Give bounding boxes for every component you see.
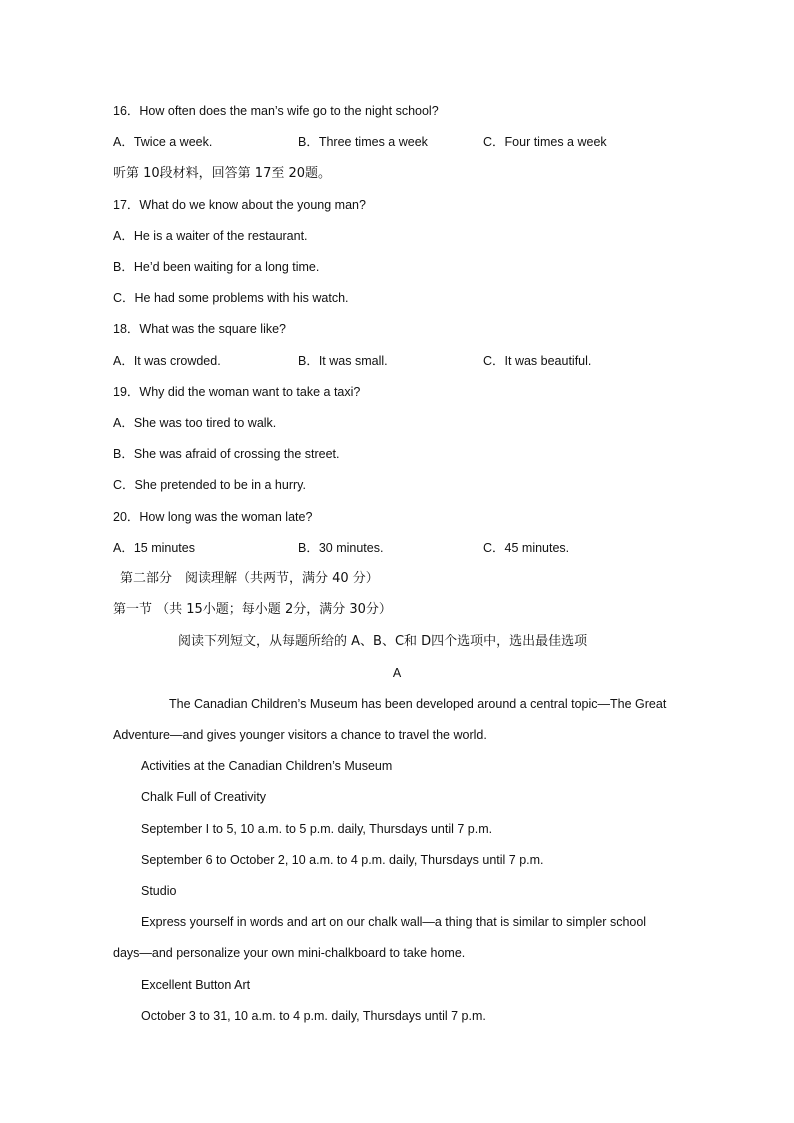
q17-option-b: B．He’d been waiting for a long time. bbox=[113, 260, 320, 274]
q18-option-b: B．It was small. bbox=[298, 354, 388, 368]
section-1-title: 第一节 （共 15小题；每小题 2分，满分 30分） bbox=[113, 602, 392, 617]
q18-stem: 18．What was the square like? bbox=[113, 322, 287, 336]
q16-stem: 16．How often does the man’s wife go to the night school? bbox=[113, 104, 439, 118]
activity-1-description-line-2: days—and personalize your own mini-chalkboard to take home. bbox=[113, 946, 466, 960]
q17-stem: 17．What do we know about the young man? bbox=[113, 198, 366, 212]
q18-option-c: C．It was beautiful. bbox=[483, 354, 592, 368]
q20-stem: 20．How long was the woman late? bbox=[113, 510, 313, 524]
q17-option-c: C．He had some problems with his watch. bbox=[113, 291, 349, 305]
q20-option-c: C．45 minutes. bbox=[483, 541, 570, 555]
passage-paragraph-1-line-1: The Canadian Children’s Museum has been developed around a central topic—The Great bbox=[169, 697, 667, 711]
q18-option-a: A．It was crowded. bbox=[113, 354, 221, 368]
q20-option-b: B．30 minutes. bbox=[298, 541, 384, 555]
q20-option-a: A．15 minutes bbox=[113, 541, 195, 555]
q19-option-c: C．She pretended to be in a hurry. bbox=[113, 478, 306, 492]
activity-1-date-1: September I to 5, 10 a.m. to 5 p.m. daily, Thursdays until 7 p.m. bbox=[141, 822, 493, 836]
q16-option-c: C．Four times a week bbox=[483, 135, 607, 149]
activity-2-date-1: October 3 to 31, 10 a.m. to 4 p.m. daily, Thursdays until 7 p.m. bbox=[141, 1009, 486, 1023]
activity-2-title: Excellent Button Art bbox=[141, 978, 251, 992]
passage-paragraph-1-line-2: Adventure—and gives younger visitors a chance to travel the world. bbox=[113, 728, 487, 742]
q16-option-a: A．Twice a week. bbox=[113, 135, 213, 149]
activity-1-description-line-1: Express yourself in words and art on our chalk wall—a thing that is similar to simpler school bbox=[141, 915, 647, 929]
material-10-intro: 听第 10段材料，回答第 17至 20题。 bbox=[113, 166, 332, 181]
activities-heading: Activities at the Canadian Children’s Museum bbox=[141, 759, 393, 773]
activity-1-place: Studio bbox=[141, 884, 177, 898]
q19-option-b: B．She was afraid of crossing the street. bbox=[113, 447, 340, 461]
reading-instruction: 阅读下列短文，从每题所给的 A、B、C和 D四个选项中，选出最佳选项 bbox=[178, 634, 588, 649]
part-2-title: 第二部分 阅读理解（共两节，满分 40 分） bbox=[120, 571, 379, 586]
q19-stem: 19．Why did the woman want to take a taxi? bbox=[113, 385, 361, 399]
activity-1-title: Chalk Full of Creativity bbox=[141, 790, 267, 804]
passage-letter: A bbox=[392, 666, 402, 680]
q16-option-b: B．Three times a week bbox=[298, 135, 428, 149]
q17-option-a: A．He is a waiter of the restaurant. bbox=[113, 229, 308, 243]
q19-option-a: A．She was too tired to walk. bbox=[113, 416, 277, 430]
activity-1-date-2: September 6 to October 2, 10 a.m. to 4 p.m. daily, Thursdays until 7 p.m. bbox=[141, 853, 544, 867]
